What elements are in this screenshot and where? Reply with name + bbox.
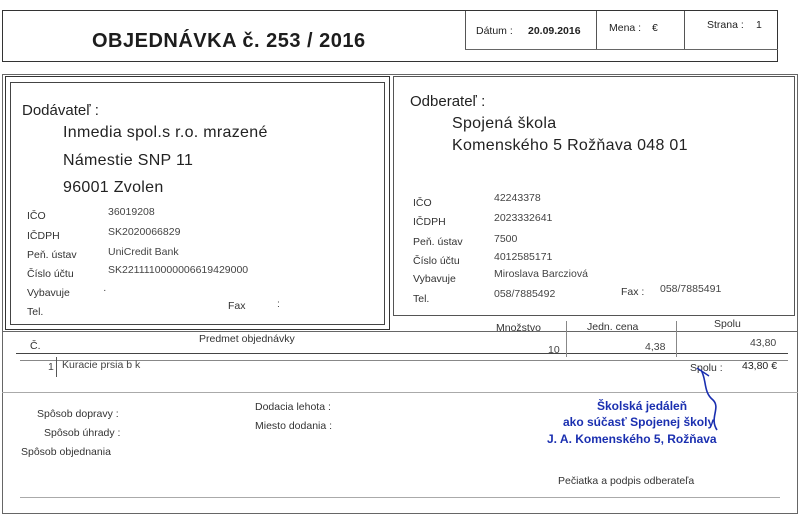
customer-name: Spojená škola [452,115,557,132]
row-item-name: Kuracie prsia b k [62,359,141,371]
customer-handler-label: Vybavuje [413,273,456,285]
supplier-icdph-label: IČDPH [27,230,60,242]
col-header-quantity: Množstvo [496,322,541,334]
date-label: Dátum : [476,25,513,37]
supplier-icdph: SK2020066829 [108,226,181,238]
customer-ico-label: IČO [413,197,432,209]
supplier-phone-label: Tel. [27,306,44,318]
table-top-line [2,331,798,332]
header-divider [684,11,685,49]
table-bottom-line [2,392,798,393]
customer-phone: 058/7885492 [494,288,556,300]
sum-label: Spolu : [690,362,723,374]
customer-address: Komenského 5 Rožňava 048 01 [452,137,688,154]
supplier-bank-label: Peň. ústav [27,249,77,261]
table-header-line [16,353,788,354]
stamp-line-1: Školská jedáleň [597,399,688,413]
sum-value: 43,80 € [742,360,778,372]
customer-heading: Odberateľ : [410,93,486,110]
ordering-label: Spôsob objednania [21,446,111,458]
supplier-heading: Dodávateľ : [22,102,99,119]
currency-label: Mena : [609,22,642,34]
row-number: 1 [48,361,54,373]
supplier-bank: UniCredit Bank [108,246,179,258]
delivery-place-label: Miesto dodania : [255,420,333,432]
row-quantity: 10 [548,344,560,356]
supplier-city: 96001 Zvolen [63,179,164,196]
customer-bank-label: Peň. ústav [413,236,463,248]
customer-bank: 7500 [494,233,518,245]
table-divider [56,357,57,377]
table-divider [566,321,567,357]
delivery-date-label: Dodacia lehota : [255,401,331,413]
currency-value: € [652,22,658,34]
supplier-fax-label: Fax [228,300,246,312]
customer-icdph-label: IČDPH [413,216,446,228]
page-label: Strana : [707,19,744,31]
transport-label: Spôsob dopravy : [37,408,119,420]
supplier-ico: 36019208 [108,206,155,218]
signature-label: Pečiatka a podpis odberateľa [558,475,695,487]
row-unit-price: 4,38 [645,341,666,353]
customer-handler: Miroslava Barcziová [494,268,588,280]
header-divider [596,11,597,49]
date-value: 20.09.2016 [528,25,581,37]
customer-fax-label: Fax : [621,286,645,298]
col-header-number: Č. [30,340,41,352]
supplier-fax-colon: : [277,298,280,310]
signature-scribble [695,366,735,436]
supplier-handler-label: Vybavuje [27,287,70,299]
col-header-unit-price: Jedn. cena [587,321,639,333]
customer-account: 4012585171 [494,251,553,263]
customer-fax: 058/7885491 [660,283,722,295]
customer-ico: 42243378 [494,192,541,204]
col-header-total: Spolu [714,318,741,330]
customer-phone-label: Tel. [413,293,430,305]
payment-label: Spôsob úhrady : [44,427,121,439]
supplier-ico-label: IČO [27,210,46,222]
page-title: OBJEDNÁVKA č. 253 / 2016 [92,30,366,52]
row-total: 43,80 [750,337,777,349]
col-header-subject: Predmet objednávky [199,333,295,345]
supplier-account: SK2211110000006619429000 [108,264,249,276]
footer-bottom-line [20,497,780,498]
supplier-name: Inmedia spol.s r.o. mrazené [63,124,268,141]
header-divider [465,11,466,49]
stamp-line-2: ako súčasť Spojenej školy [563,415,715,429]
header-underline [465,49,778,50]
supplier-street: Námestie SNP 11 [63,152,194,169]
stamp-line-3: J. A. Komenského 5, Rožňava [547,432,717,446]
supplier-handler-colon: · [103,284,107,296]
table-divider [676,321,677,357]
customer-account-label: Číslo účtu [413,255,460,267]
supplier-account-label: Číslo účtu [27,268,74,280]
page-value: 1 [756,19,762,31]
customer-icdph: 2023332641 [494,212,553,224]
